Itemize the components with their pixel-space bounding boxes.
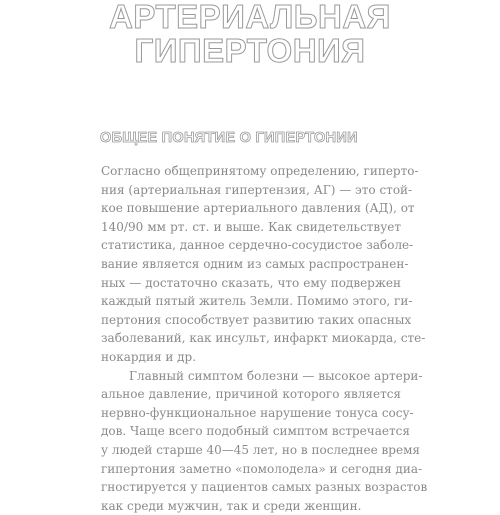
text-line: кое повышение артериального давления (АД), от [101, 201, 415, 216]
section-heading: ОБЩЕЕ ПОНЯТИЕ О ГИПЕРТОНИИ [100, 130, 358, 146]
text-line: пертония способствует развитию таких опасных [101, 312, 412, 327]
text-line: дов. Чаще всего подобный симптом встречается [101, 424, 410, 439]
text-line: каждый пятый житель Земли. Помимо этого, ги- [101, 294, 413, 309]
body-text [101, 162, 428, 515]
text-line: нокардия и др. [101, 349, 197, 364]
paragraph-1 [101, 162, 426, 367]
text-line: вание является одним из самых распространен- [101, 256, 409, 271]
text-line: гностируется у пациентов самых разных возрастов [101, 480, 428, 495]
paragraph-2 [101, 367, 428, 515]
chapter-title [0, 0, 500, 68]
text-line: как среди мужчин, так и среди женщин. [101, 498, 362, 513]
text-line: заболеваний, как инсульт, инфаркт миокарда, сте- [101, 331, 426, 346]
text-line: нервно-функциональное нарушение тонуса сосу- [101, 405, 414, 420]
text-line: Главный симптом болезни — высокое артери- [129, 368, 423, 383]
text-line: статистика, данное сердечно-сосудистое заболе- [101, 238, 414, 253]
text-line: Согласно общепринятому определению, гиперто- [101, 164, 419, 178]
text-line: у людей старше 40—45 лет, но в последнее время [101, 442, 420, 457]
text-line: ния (артериальная гипертензия, АГ) — это стой- [101, 182, 413, 197]
text-line: ных — достаточно сказать, что ему подвержен [101, 275, 401, 290]
text-line: гипертония заметно «помолодела» и сегодня диа- [101, 461, 423, 476]
chapter-title-line-2: ГИПЕРТОНИЯ [134, 32, 366, 69]
text-line: альное давление, причиной которого является [101, 387, 401, 402]
text-line: 140/90 мм рт. ст. и выше. Как свидетельствует [101, 219, 401, 234]
chapter-title-line-1: АРТЕРИАЛЬНАЯ [109, 0, 391, 35]
